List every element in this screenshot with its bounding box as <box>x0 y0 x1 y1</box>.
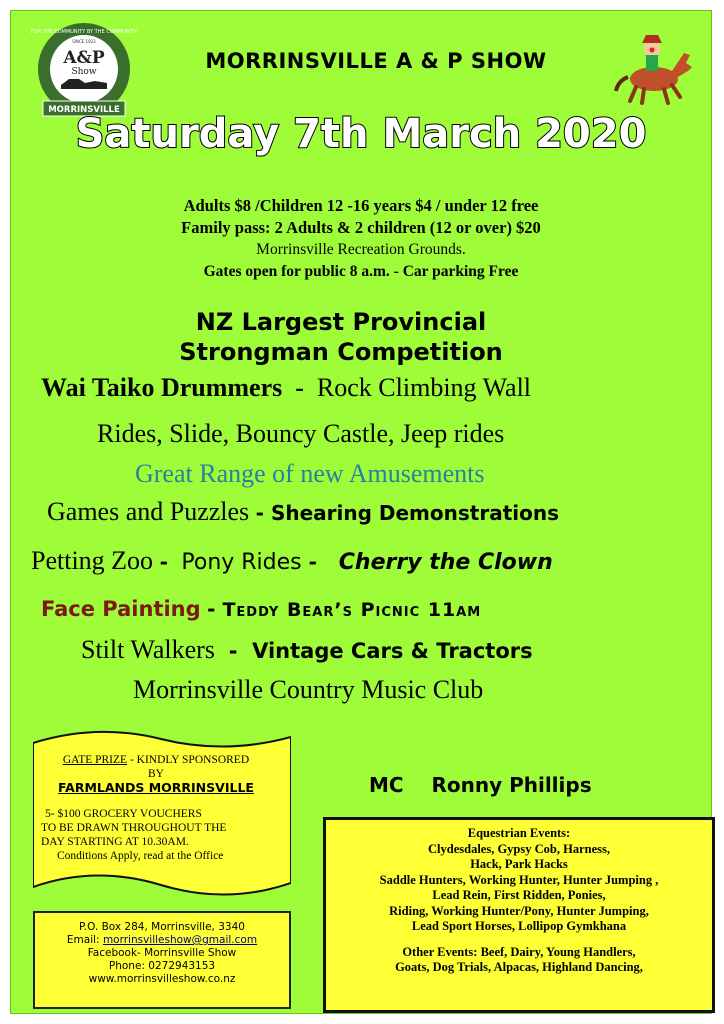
horse-rider-icon <box>614 31 696 105</box>
teddy-bears-picnic: Teddy Bear’s Picnic 11am <box>222 599 482 621</box>
separator: - <box>207 597 216 621</box>
strongman-line-1: NZ Largest Provincial <box>195 308 487 336</box>
phone: Phone: 0272943153 <box>108 960 216 972</box>
gate-prize-line-1: 5- $100 GROCERY VOUCHERS <box>45 808 202 820</box>
separator: - <box>308 550 317 574</box>
pony-rides: Pony Rides <box>181 550 302 575</box>
equestrian-line: Lead Rein, First Ridden, Ponies, <box>432 888 606 902</box>
drummers-line <box>41 373 531 403</box>
show-title: MORRINSVILLE A & P SHOW <box>205 49 547 73</box>
mc-name: Ronny Phillips <box>431 773 592 797</box>
strongman-line-2: Strongman Competition <box>179 338 503 366</box>
family-pass: Family pass: 2 Adults & 2 children (12 or over) $20 <box>181 218 541 237</box>
petting-zoo: Petting Zoo <box>31 546 154 575</box>
drummers: Wai Taiko Drummers <box>41 373 283 402</box>
face-painting: Face Painting <box>41 597 201 621</box>
stilt-line <box>81 635 533 665</box>
mc-label: MC <box>369 773 404 797</box>
show-poster <box>10 10 712 1014</box>
logo-mark-sub: Show <box>71 67 97 77</box>
country-music-club: Morrinsville Country Music Club <box>133 675 484 704</box>
separator: - <box>295 373 304 402</box>
other-events-line-1: Other Events: Beef, Dairy, Young Handlers, <box>402 944 636 959</box>
gate-prize-line-2: TO BE DRAWN THROUGHOUT THE <box>41 822 227 834</box>
email-line <box>35 934 289 947</box>
facebook: Facebook- Morrinsville Show <box>87 947 237 959</box>
logo-since: SINCE 1922 <box>72 39 96 44</box>
events-box <box>323 817 715 1013</box>
games-line <box>47 497 559 527</box>
gate-prize-sponsor-text: - KINDLY SPONSORED <box>127 754 250 766</box>
email-label: Email: <box>66 934 103 946</box>
gate-prize-line-4: Conditions Apply, read at the Office <box>57 850 224 862</box>
gate-prize-text <box>41 753 291 863</box>
venue: Morrinsville Recreation Grounds. <box>256 241 466 258</box>
gate-prize-line-3: DAY STARTING AT 10.30AM. <box>41 836 189 848</box>
separator: - <box>255 501 264 525</box>
climbing-wall: Rock Climbing Wall <box>316 373 532 402</box>
equestrian-line: Lead Sport Horses, Lollipop Gymkhana <box>411 919 627 933</box>
gate-opening: Gates open for public 8 a.m. - Car parking Free <box>203 263 519 280</box>
website: www.morrinsvilleshow.co.nz <box>88 973 236 985</box>
logo-mark: A&P <box>63 48 105 68</box>
contact-box <box>33 911 291 1009</box>
shearing: Shearing Demonstrations <box>270 501 559 525</box>
gate-prize-by: BY <box>148 768 164 780</box>
equestrian-line: Saddle Hunters, Working Hunter, Hunter Jumping , <box>379 872 659 887</box>
equestrian-line: Hack, Park Hacks <box>470 857 568 871</box>
other-events-line-2: Goats, Dog Trials, Alpacas, Highland Dancing, <box>395 960 643 974</box>
petting-line <box>31 546 553 576</box>
vintage-cars: Vintage Cars & Tractors <box>252 639 533 663</box>
ticket-prices: Adults $8 /Children 12 -16 years $4 / under 12 free <box>183 196 539 215</box>
ap-show-logo <box>31 19 137 125</box>
logo-ribbon: MORRINSVILLE <box>48 105 120 115</box>
separator: - <box>228 639 238 663</box>
logo-arc-text: FOR THE COMMUNITY BY THE COMMUNITY <box>31 29 137 35</box>
email-link[interactable]: morrinsvilleshow@gmail.com <box>102 934 258 946</box>
cherry-the-clown: Cherry the Clown <box>338 550 553 575</box>
gate-prize-sponsor: FARMLANDS MORRINSVILLE <box>58 780 254 795</box>
po-box: P.O. Box 284, Morrinsville, 3340 <box>79 921 245 933</box>
amusements: Great Range of new Amusements <box>135 459 485 488</box>
games: Games and Puzzles <box>47 497 250 526</box>
show-date: Saturday 7th March 2020 <box>75 111 647 157</box>
equestrian-heading: Equestrian Events: <box>467 826 571 840</box>
mc-line <box>369 773 592 797</box>
rides: Rides, Slide, Bouncy Castle, Jeep rides <box>97 419 505 448</box>
equestrian-line: Riding, Working Hunter/Pony, Hunter Jumping, <box>389 903 649 918</box>
separator: - <box>159 550 168 574</box>
stilt-walkers: Stilt Walkers <box>81 635 215 664</box>
gate-prize-label: GATE PRIZE <box>62 754 128 766</box>
face-painting-line <box>41 593 481 623</box>
equestrian-line: Clydesdales, Gypsy Cob, Harness, <box>428 841 610 856</box>
